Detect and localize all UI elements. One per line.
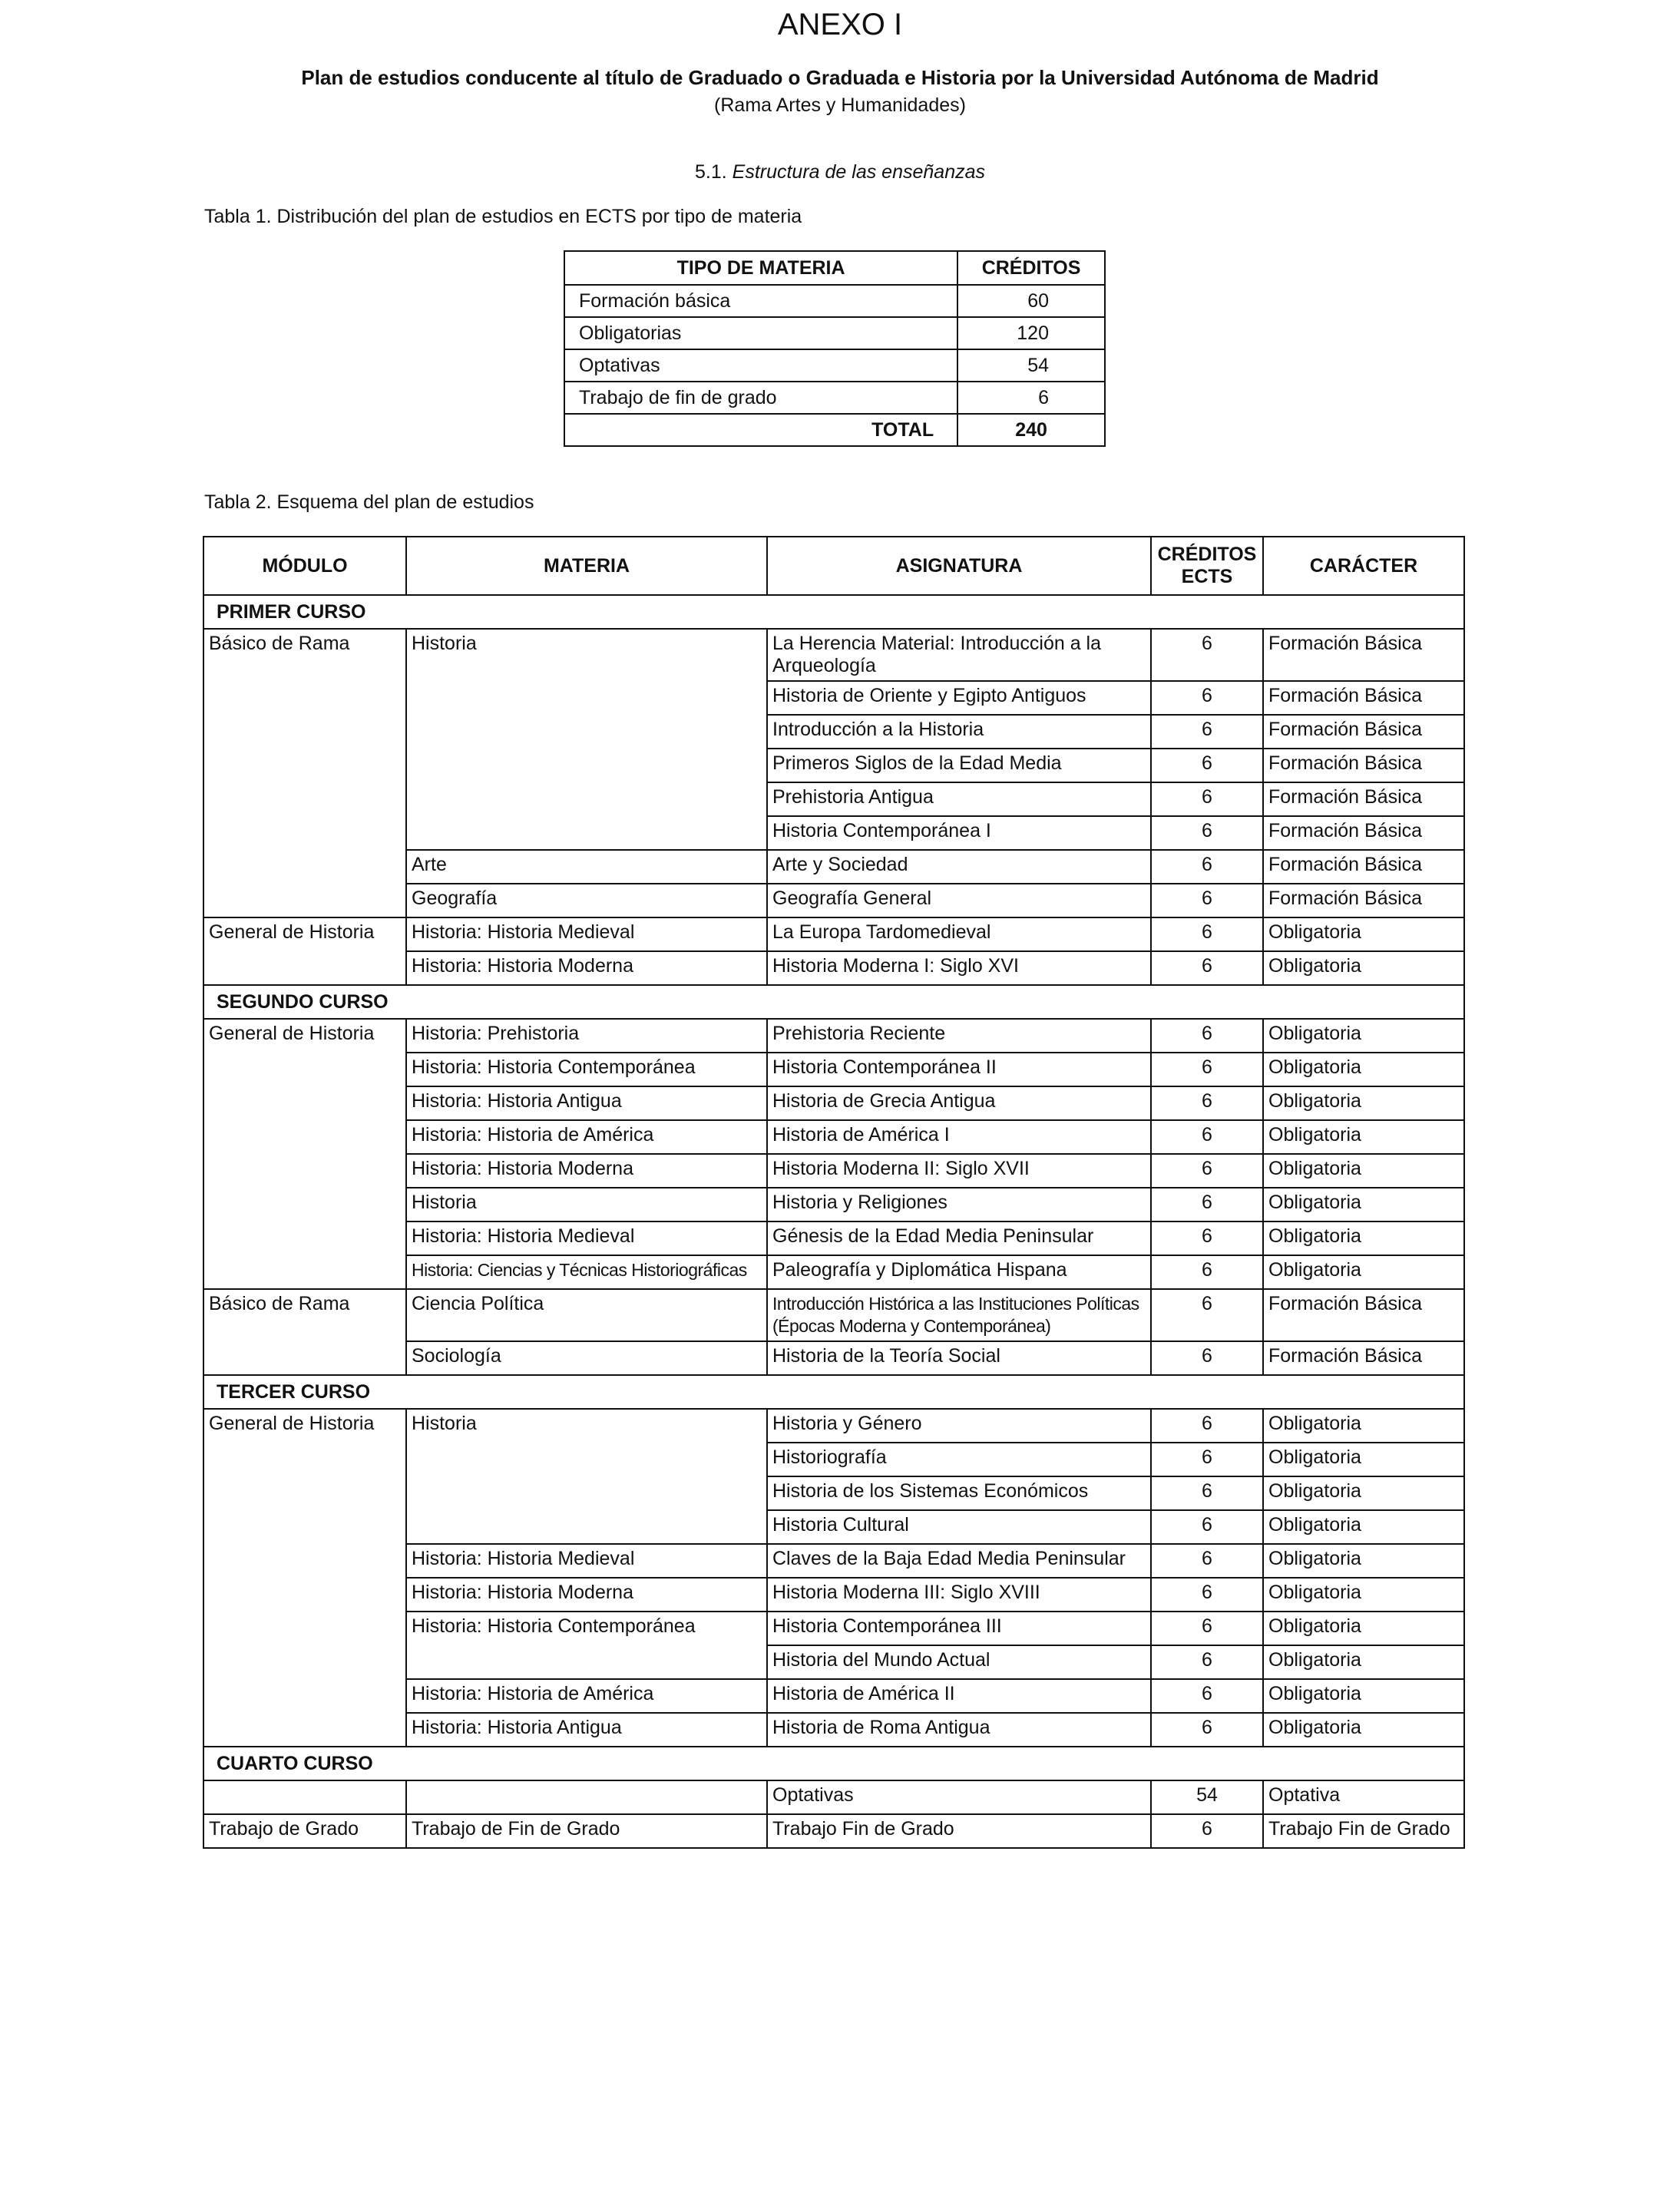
asignatura-cell: Historia de América I — [767, 1120, 1151, 1154]
caracter-cell: Obligatoria — [1263, 1154, 1464, 1188]
asignatura-cell: Claves de la Baja Edad Media Peninsular — [767, 1544, 1151, 1578]
materia-cell: Historia — [406, 629, 767, 850]
caracter-cell: Formación Básica — [1263, 884, 1464, 917]
asignatura-cell: Geografía General — [767, 884, 1151, 917]
asignatura-cell: Historia Contemporánea III — [767, 1612, 1151, 1645]
column-header-creditos-line1: CRÉDITOS — [1157, 544, 1257, 565]
asignatura-cell: Historia Moderna III: Siglo XVIII — [767, 1578, 1151, 1612]
modulo-cell: Básico de Rama — [203, 629, 406, 917]
caracter-cell: Formación Básica — [1263, 629, 1464, 681]
creditos-cell: 54 — [957, 349, 1105, 382]
modulo-cell: General de Historia — [203, 1019, 406, 1289]
creditos-cell: 6 — [1151, 629, 1263, 681]
modulo-cell: General de Historia — [203, 917, 406, 985]
materia-cell: Historia: Ciencias y Técnicas Historiográficas — [406, 1255, 767, 1289]
section-heading — [0, 161, 1680, 183]
table-row — [203, 1780, 1464, 1814]
section-label: CUARTO CURSO — [203, 1747, 1464, 1780]
asignatura-cell: Historia de Grecia Antigua — [767, 1086, 1151, 1120]
creditos-cell: 6 — [1151, 917, 1263, 951]
creditos-cell: 6 — [1151, 1443, 1263, 1476]
creditos-cell: 6 — [1151, 1645, 1263, 1679]
table-row — [203, 917, 1464, 951]
caracter-cell: Obligatoria — [1263, 1086, 1464, 1120]
table-row — [203, 1814, 1464, 1848]
materia-cell: Historia: Historia Moderna — [406, 1578, 767, 1612]
creditos-cell: 6 — [1151, 1188, 1263, 1222]
materia-cell: Historia: Historia Medieval — [406, 1544, 767, 1578]
creditos-cell: 6 — [1151, 1019, 1263, 1053]
materia-cell: Historia: Historia Medieval — [406, 917, 767, 951]
caracter-cell: Formación Básica — [1263, 1341, 1464, 1375]
materia-cell: Geografía — [406, 884, 767, 917]
table-row — [203, 629, 1464, 681]
creditos-cell: 6 — [957, 382, 1105, 414]
caracter-cell: Formación Básica — [1263, 850, 1464, 884]
materia-cell — [406, 1780, 767, 1814]
asignatura-cell: Historia Moderna I: Siglo XVI — [767, 951, 1151, 985]
asignatura-cell: Historiografía — [767, 1443, 1151, 1476]
caracter-cell: Obligatoria — [1263, 1476, 1464, 1510]
materia-cell: Historia: Prehistoria — [406, 1019, 767, 1053]
caracter-cell: Obligatoria — [1263, 1612, 1464, 1645]
table-header-row — [203, 537, 1464, 595]
asignatura-cell: Historia Contemporánea I — [767, 816, 1151, 850]
column-header-tipo: TIPO DE MATERIA — [564, 251, 957, 285]
creditos-cell: 6 — [1151, 749, 1263, 782]
creditos-cell: 6 — [1151, 782, 1263, 816]
creditos-cell: 6 — [1151, 850, 1263, 884]
table-row — [203, 1289, 1464, 1341]
asignatura-cell: Historia de Oriente y Egipto Antiguos — [767, 681, 1151, 715]
caracter-cell: Formación Básica — [1263, 715, 1464, 749]
asignatura-cell: Trabajo Fin de Grado — [767, 1814, 1151, 1848]
caracter-cell: Obligatoria — [1263, 951, 1464, 985]
asignatura-cell: Historia Moderna II: Siglo XVII — [767, 1154, 1151, 1188]
caracter-cell: Obligatoria — [1263, 1510, 1464, 1544]
section-number: 5.1. — [694, 161, 727, 183]
column-header-materia: MATERIA — [406, 537, 767, 595]
table-row — [203, 1409, 1464, 1443]
creditos-cell: 6 — [1151, 1154, 1263, 1188]
materia-cell: Historia: Historia Antigua — [406, 1713, 767, 1747]
creditos-cell: 6 — [1151, 1289, 1263, 1341]
anexo-title: ANEXO I — [777, 8, 903, 41]
caracter-cell: Obligatoria — [1263, 1443, 1464, 1476]
creditos-cell: 6 — [1151, 951, 1263, 985]
tipo-cell: Formación básica — [564, 285, 957, 317]
section-row-primer — [203, 595, 1464, 629]
caracter-cell: Obligatoria — [1263, 1578, 1464, 1612]
table-row — [564, 382, 1105, 414]
caracter-cell: Obligatoria — [1263, 1409, 1464, 1443]
asignatura-cell: Historia Contemporánea II — [767, 1053, 1151, 1086]
materia-cell: Historia: Historia Antigua — [406, 1086, 767, 1120]
creditos-cell: 6 — [1151, 1255, 1263, 1289]
tipo-cell: Obligatorias — [564, 317, 957, 349]
modulo-cell: General de Historia — [203, 1409, 406, 1747]
caracter-cell: Obligatoria — [1263, 1120, 1464, 1154]
materia-cell: Ciencia Política — [406, 1289, 767, 1341]
asignatura-cell: Historia Cultural — [767, 1510, 1151, 1544]
asignatura-cell: Historia de los Sistemas Económicos — [767, 1476, 1151, 1510]
creditos-cell: 6 — [1151, 1086, 1263, 1120]
materia-cell: Historia: Historia Moderna — [406, 1154, 767, 1188]
creditos-cell: 6 — [1151, 1510, 1263, 1544]
section-row-segundo — [203, 985, 1464, 1019]
caracter-cell: Obligatoria — [1263, 1053, 1464, 1086]
materia-cell: Historia: Historia de América — [406, 1679, 767, 1713]
column-header-creditos-line2: ECTS — [1181, 566, 1233, 587]
table1-caption: Tabla 1. Distribución del plan de estudios en ECTS por tipo de materia — [204, 206, 802, 227]
asignatura-cell: Optativas — [767, 1780, 1151, 1814]
total-row — [564, 414, 1105, 446]
asignatura-cell: Prehistoria Reciente — [767, 1019, 1151, 1053]
column-header-modulo: MÓDULO — [203, 537, 406, 595]
caracter-cell: Obligatoria — [1263, 1188, 1464, 1222]
creditos-cell: 6 — [1151, 1814, 1263, 1848]
asignatura-cell: Prehistoria Antigua — [767, 782, 1151, 816]
creditos-cell: 6 — [1151, 681, 1263, 715]
materia-cell: Historia: Historia Medieval — [406, 1222, 767, 1255]
caracter-cell: Obligatoria — [1263, 1255, 1464, 1289]
caracter-cell: Trabajo Fin de Grado — [1263, 1814, 1464, 1848]
creditos-cell: 6 — [1151, 816, 1263, 850]
materia-cell: Historia — [406, 1188, 767, 1222]
creditos-cell: 54 — [1151, 1780, 1263, 1814]
table-row — [564, 317, 1105, 349]
total-label: TOTAL — [564, 414, 957, 446]
section-row-tercer — [203, 1375, 1464, 1409]
creditos-cell: 6 — [1151, 1341, 1263, 1375]
materia-cell: Arte — [406, 850, 767, 884]
asignatura-cell: Primeros Siglos de la Edad Media — [767, 749, 1151, 782]
asignatura-cell: Introducción Histórica a las Instituciones Políticas (Épocas Moderna y Contemporánea) — [767, 1289, 1151, 1341]
creditos-cell: 60 — [957, 285, 1105, 317]
ects-distribution-table — [564, 250, 1106, 447]
materia-cell: Historia: Historia Contemporánea — [406, 1612, 767, 1679]
asignatura-cell: Introducción a la Historia — [767, 715, 1151, 749]
creditos-cell: 6 — [1151, 1120, 1263, 1154]
asignatura-cell: Historia de Roma Antigua — [767, 1713, 1151, 1747]
asignatura-cell: La Herencia Material: Introducción a la Arqueología — [767, 629, 1151, 681]
materia-cell: Historia: Historia de América — [406, 1120, 767, 1154]
caracter-cell: Formación Básica — [1263, 816, 1464, 850]
creditos-cell: 6 — [1151, 1409, 1263, 1443]
asignatura-cell: Historia y Religiones — [767, 1188, 1151, 1222]
caracter-cell: Optativa — [1263, 1780, 1464, 1814]
materia-cell: Historia: Historia Contemporánea — [406, 1053, 767, 1086]
column-header-creditos: CRÉDITOS — [957, 251, 1105, 285]
materia-cell: Historia: Historia Moderna — [406, 951, 767, 985]
modulo-cell: Trabajo de Grado — [203, 1814, 406, 1848]
table2-caption: Tabla 2. Esquema del plan de estudios — [204, 491, 534, 513]
materia-cell: Historia — [406, 1409, 767, 1544]
caracter-cell: Obligatoria — [1263, 1544, 1464, 1578]
tipo-cell: Trabajo de fin de grado — [564, 382, 957, 414]
total-value: 240 — [957, 414, 1105, 446]
table-header-row — [564, 251, 1105, 285]
caracter-cell: Obligatoria — [1263, 917, 1464, 951]
creditos-cell: 6 — [1151, 1053, 1263, 1086]
creditos-cell: 6 — [1151, 1222, 1263, 1255]
caracter-cell: Formación Básica — [1263, 749, 1464, 782]
creditos-cell: 6 — [1151, 1679, 1263, 1713]
asignatura-cell: Historia y Género — [767, 1409, 1151, 1443]
creditos-cell: 6 — [1151, 1713, 1263, 1747]
asignatura-cell: Génesis de la Edad Media Peninsular — [767, 1222, 1151, 1255]
caracter-cell: Obligatoria — [1263, 1679, 1464, 1713]
caracter-cell: Obligatoria — [1263, 1019, 1464, 1053]
creditos-cell: 120 — [957, 317, 1105, 349]
section-label: SEGUNDO CURSO — [203, 985, 1464, 1019]
table-row — [203, 1019, 1464, 1053]
creditos-cell: 6 — [1151, 1612, 1263, 1645]
asignatura-cell: Arte y Sociedad — [767, 850, 1151, 884]
modulo-cell — [203, 1780, 406, 1814]
section-title: Estructura de las enseñanzas — [732, 161, 985, 183]
caracter-cell: Formación Básica — [1263, 681, 1464, 715]
asignatura-cell: Paleografía y Diplomática Hispana — [767, 1255, 1151, 1289]
asignatura-cell: Historia del Mundo Actual — [767, 1645, 1151, 1679]
column-header-asignatura: ASIGNATURA — [767, 537, 1151, 595]
asignatura-cell: La Europa Tardomedieval — [767, 917, 1151, 951]
study-plan-table — [203, 536, 1465, 1849]
plan-title: Plan de estudios conducente al título de Graduado o Graduada e Historia por la Universidad Autónoma de Madrid — [301, 66, 1379, 89]
section-row-cuarto — [203, 1747, 1464, 1780]
caracter-cell: Obligatoria — [1263, 1222, 1464, 1255]
asignatura-cell: Historia de la Teoría Social — [767, 1341, 1151, 1375]
table-row — [564, 349, 1105, 382]
asignatura-cell: Historia de América II — [767, 1679, 1151, 1713]
materia-cell: Sociología — [406, 1341, 767, 1375]
caracter-cell: Obligatoria — [1263, 1645, 1464, 1679]
creditos-cell: 6 — [1151, 1476, 1263, 1510]
column-header-creditos — [1151, 537, 1263, 595]
caracter-cell: Formación Básica — [1263, 1289, 1464, 1341]
creditos-cell: 6 — [1151, 1578, 1263, 1612]
section-label: PRIMER CURSO — [203, 595, 1464, 629]
caracter-cell: Obligatoria — [1263, 1713, 1464, 1747]
rama-subtitle: (Rama Artes y Humanidades) — [714, 94, 966, 116]
table-row — [564, 285, 1105, 317]
tipo-cell: Optativas — [564, 349, 957, 382]
modulo-cell: Básico de Rama — [203, 1289, 406, 1375]
section-label: TERCER CURSO — [203, 1375, 1464, 1409]
caracter-cell: Formación Básica — [1263, 782, 1464, 816]
creditos-cell: 6 — [1151, 884, 1263, 917]
creditos-cell: 6 — [1151, 1544, 1263, 1578]
column-header-caracter: CARÁCTER — [1263, 537, 1464, 595]
creditos-cell: 6 — [1151, 715, 1263, 749]
materia-cell: Trabajo de Fin de Grado — [406, 1814, 767, 1848]
